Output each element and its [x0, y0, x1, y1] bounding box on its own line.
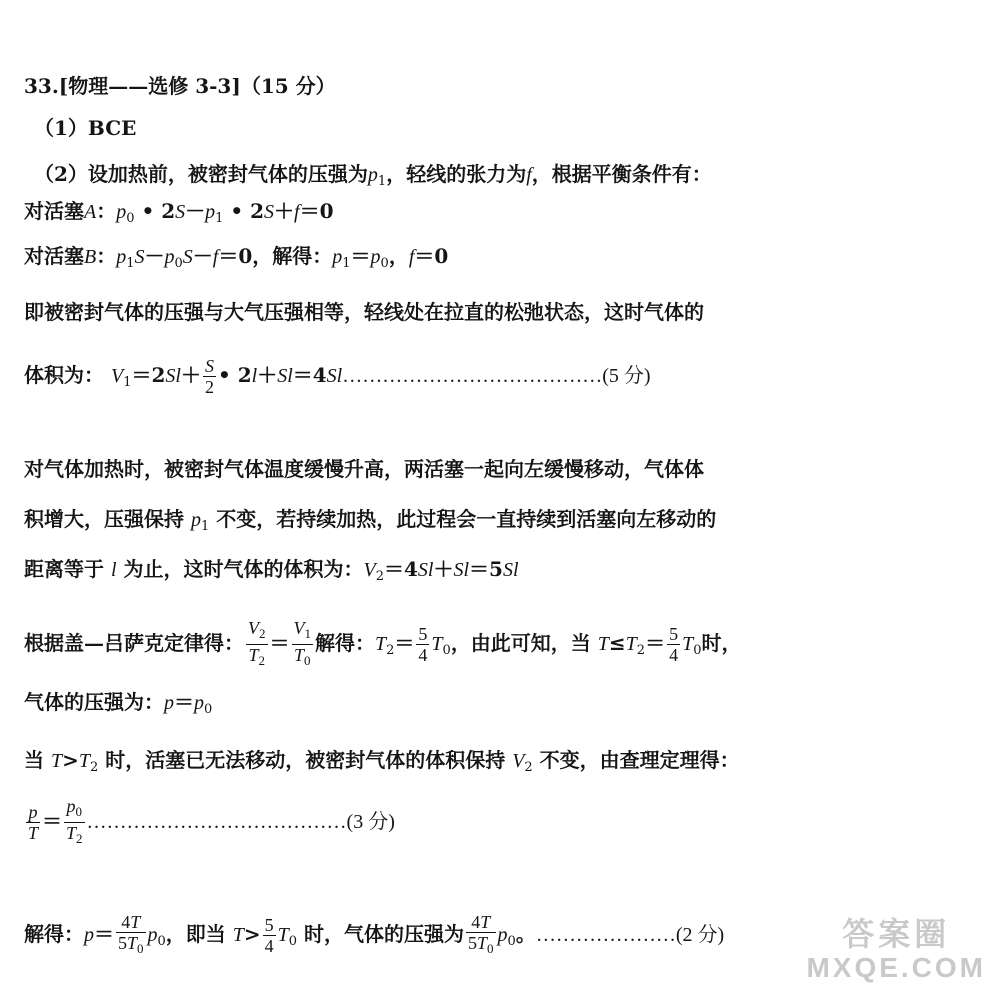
- final-result-equation: 解得：p＝ $\frac{4T}{5T_0}$ $p_0$，即当 T> $\frac{5}{4}$ $T_0$ 时，气体的压强为 $\frac{4T}{5T_0}$ $p_0$。…………………(2 分): [24, 912, 725, 956]
- watermark-domain: MXQE.COM: [806, 952, 986, 983]
- equal-pressure-statement: 即被密封气体的压强与大气压强相等，轻线处在拉直的松弛状态，这时气体的: [24, 300, 704, 324]
- question-heading: 33.[物理——选修 3-3]（15 分）: [24, 74, 336, 98]
- watermark-logo-text: 答案圈: [842, 916, 951, 952]
- equation-piston-b: 对活塞B：$p_1S-p_0S-f=0$，解得：$p_1=p_0$，f＝0: [24, 244, 449, 271]
- site-watermark: [806, 918, 986, 982]
- answer-part-2-intro: （2）设加热前，被密封气体的压强为$p_1$，轻线的张力为f，根据平衡条件有：: [34, 162, 712, 189]
- gay-lussac-equation: 根据盖—吕萨克定律得： $\frac{V_2}{T_2}$ ＝ $\frac{V_1}{T_0}$ 解得：$T_2=$ $\frac{5}{4}$ $T_0$，由此可知，当 $T\le T_2=$ $\frac{5}{4}$ $T_0$时，: [24, 618, 742, 668]
- heating-paragraph-line-3: 距离等于 l 为止，这时气体的体积为：$V_2=4Sl+Sl=5Sl$: [24, 557, 519, 584]
- answer-part-1: （1）BCE: [34, 116, 137, 140]
- equation-piston-a: 对活塞A：$p_0$ • $2S-p_1$ • 2S＋f＝0: [24, 199, 334, 226]
- heating-paragraph-line-1: 对气体加热时，被密封气体温度缓慢升高，两活塞一起向左缓慢移动，气体体: [24, 457, 704, 481]
- heating-paragraph-line-2: 积增大，压强保持 $p_1$ 不变，若持续加热，此过程会一直持续到活塞向左移动的: [24, 507, 717, 534]
- charles-law-equation: $\frac{p}{T}$ ＝ $\frac{p_0}{T_2}$ …………………………………(3 分): [28, 796, 395, 846]
- pressure-equals-p0: 气体的压强为：$p=p_0$: [24, 690, 213, 717]
- charles-law-statement: 当 $T>T_2$ 时，活塞已无法移动，被密封气体的体积保持 $V_2$ 不变，由查理定理得：: [24, 748, 740, 775]
- volume-v1-equation: 体积为： $V_1=2Sl+$ $\frac{S}{2}$ • 2l＋Sl＝4Sl…………………………………(5 分): [24, 356, 651, 397]
